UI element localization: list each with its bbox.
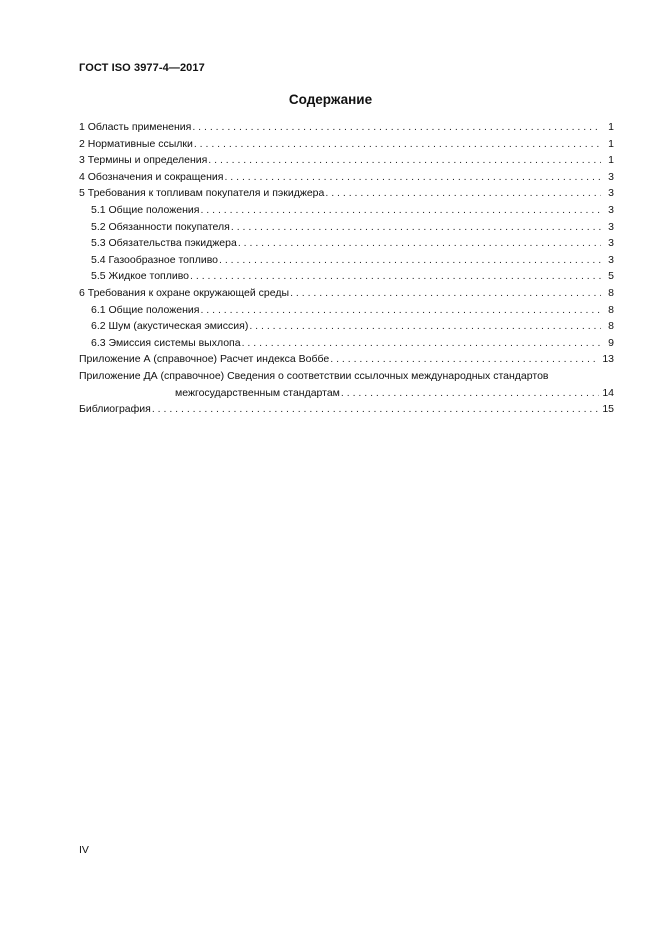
toc-entry-page: 8 <box>608 303 614 316</box>
toc-leader-dots <box>219 252 601 269</box>
toc-entry-text: 5.5 Жидкое топливо <box>91 270 190 283</box>
toc-entry-page: 8 <box>608 286 614 299</box>
toc-leader-dots <box>190 268 601 285</box>
toc-entry-2[interactable] <box>79 136 614 153</box>
toc-entry-text: Библиография <box>79 403 151 416</box>
toc-leader-dots <box>152 401 599 418</box>
toc-entry-text: 6.3 Эмиссия системы выхлопа <box>91 336 241 349</box>
page-title: Содержание <box>288 92 373 107</box>
toc-entry-text: 5.1 Общие положения <box>91 203 200 216</box>
toc-entry-5-4[interactable] <box>79 252 614 269</box>
toc-entry-text: 3 Термины и определения <box>79 154 208 167</box>
toc-entry-text: 2 Нормативные ссылки <box>79 137 193 150</box>
toc-entry-page: 14 <box>602 386 614 399</box>
toc-entry-5-5[interactable] <box>79 268 614 285</box>
toc-entry-page: 13 <box>602 353 614 366</box>
page-number: IV <box>79 844 89 856</box>
toc-entry-appendix-da[interactable] <box>79 368 614 401</box>
toc-entry-bibliography[interactable] <box>79 401 614 418</box>
toc-entry-text: Приложение ДА (справочное) Сведения о соответствии ссылочных международных стандартов <box>79 369 549 382</box>
toc-entry-page: 3 <box>608 170 614 183</box>
toc-entry-page: 3 <box>608 237 614 250</box>
toc-entry-1[interactable] <box>79 119 614 136</box>
document-code: ГОСТ ISO 3977-4—2017 <box>79 62 205 74</box>
toc-entry-page: 1 <box>608 121 614 133</box>
toc-entry-6-2[interactable] <box>79 318 614 335</box>
toc-entry-5-2[interactable] <box>79 219 614 236</box>
toc-entry-page: 1 <box>608 154 614 167</box>
toc-entry-4[interactable] <box>79 169 614 186</box>
toc-leader-dots <box>290 285 601 302</box>
toc-entry-page: 1 <box>608 137 614 150</box>
toc-entry-3[interactable] <box>79 152 614 169</box>
toc-leader-dots <box>200 302 601 319</box>
toc-entry-text: 1 Область применения <box>79 121 192 133</box>
toc-entry-text: 5.4 Газообразное топливо <box>91 253 218 266</box>
toc-entry-page: 9 <box>608 336 614 349</box>
toc-entry-text: 6.2 Шум (акустическая эмиссия) <box>91 320 249 333</box>
toc-entry-text: 5.3 Обязательства пэкиджера <box>91 237 237 250</box>
toc-entry-6-3[interactable] <box>79 335 614 352</box>
toc-entry-appendix-a[interactable] <box>79 351 614 368</box>
toc-leader-dots <box>242 335 601 352</box>
toc-entry-page: 3 <box>608 220 614 233</box>
toc-leader-dots <box>200 202 601 219</box>
toc-leader-dots <box>249 318 601 335</box>
toc-entry-text: Приложение А (справочное) Расчет индекса Воббе <box>79 353 330 366</box>
toc-leader-dots <box>208 152 601 169</box>
toc-entry-text: 4 Обозначения и сокращения <box>79 170 224 183</box>
toc-entry-page: 3 <box>608 253 614 266</box>
toc-leader-dots <box>231 219 601 236</box>
toc-entry-page: 3 <box>608 187 614 200</box>
toc-leader-dots <box>192 119 601 136</box>
toc-leader-dots <box>224 169 601 186</box>
toc-entry-text: 6.1 Общие положения <box>91 303 200 316</box>
toc-leader-dots <box>341 385 599 402</box>
toc-entry-page: 3 <box>608 203 614 216</box>
toc-entry-page: 8 <box>608 320 614 333</box>
toc-entry-5[interactable] <box>79 185 614 202</box>
toc-entry-6[interactable] <box>79 285 614 302</box>
toc-leader-dots <box>194 136 601 153</box>
table-of-contents <box>79 119 614 418</box>
toc-entry-5-1[interactable] <box>79 202 614 219</box>
toc-leader-dots <box>325 185 601 202</box>
toc-entry-text: 5.2 Обязанности покупателя <box>91 220 230 233</box>
toc-entry-6-1[interactable] <box>79 302 614 319</box>
toc-entry-text-cont: межгосударственным стандартам <box>175 386 340 399</box>
toc-entry-page: 15 <box>602 403 614 416</box>
toc-entry-5-3[interactable] <box>79 235 614 252</box>
toc-entry-text: 5 Требования к топливам покупателя и пэкиджера <box>79 187 325 200</box>
toc-entry-page: 5 <box>608 270 614 283</box>
toc-leader-dots <box>238 235 601 252</box>
toc-entry-text: 6 Требования к охране окружающей среды <box>79 286 290 299</box>
toc-leader-dots <box>330 351 599 368</box>
